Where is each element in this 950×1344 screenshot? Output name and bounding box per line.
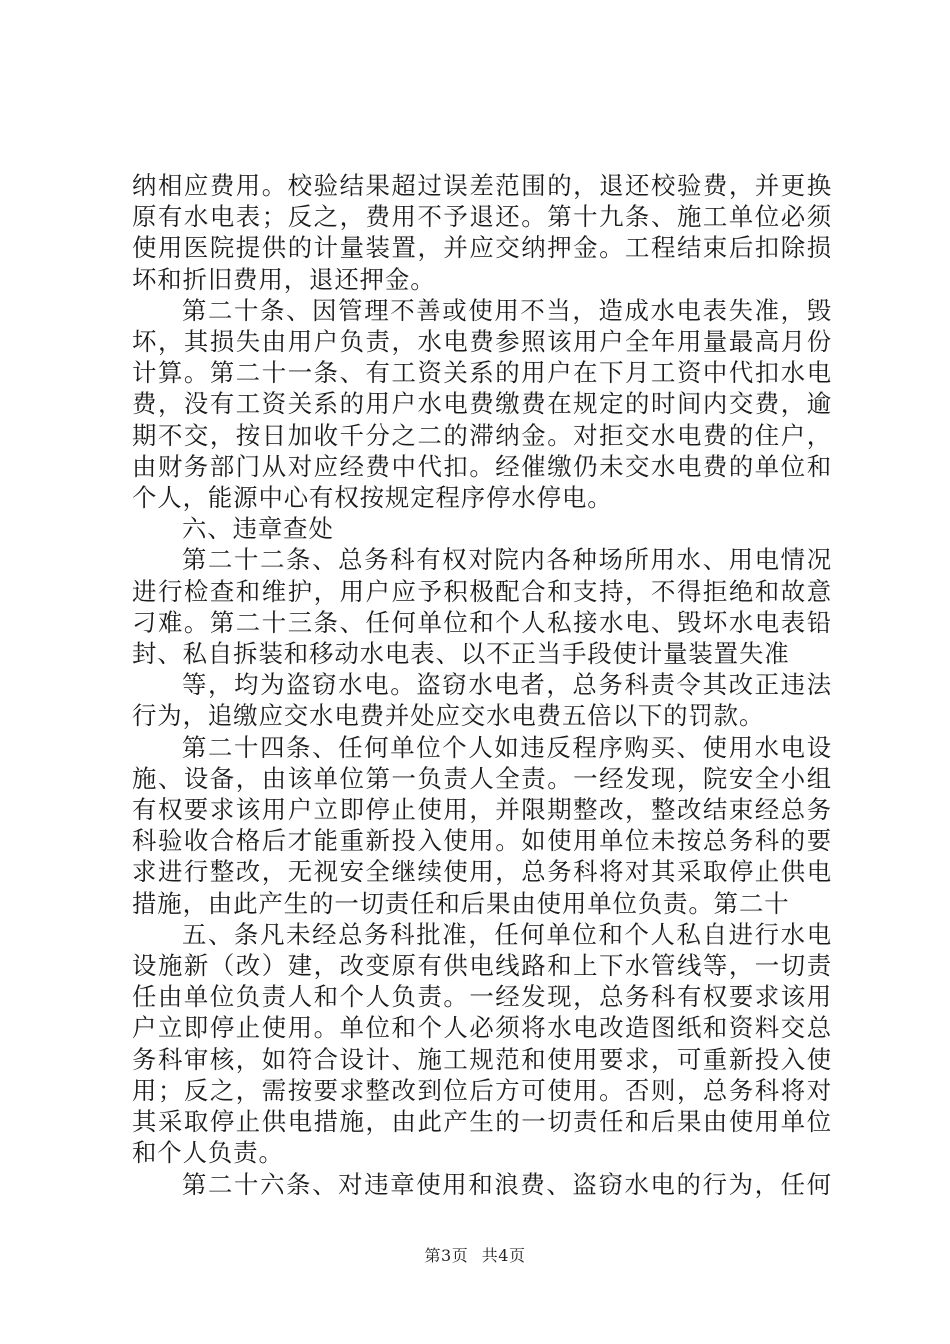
text-line: 使用医院提供的计量装置，并应交纳押金。工程结束后扣除损	[132, 233, 832, 263]
text-line: 计算。第二十一条、有工资关系的用户在下月工资中代扣水电	[132, 358, 832, 388]
text-line: 行为，追缴应交水电费并处应交水电费五倍以下的罚款。	[132, 701, 765, 731]
text-line: 任由单位负责人和个人负责。一经发现，总务科有权要求该用	[132, 982, 832, 1012]
text-line: 期不交，按日加收千分之二的滞纳金。对拒交水电费的住户，	[132, 420, 832, 450]
document-body	[132, 170, 832, 1200]
text-line: 户立即停止使用。单位和个人必须将水电改造图纸和资料交总	[132, 1013, 832, 1043]
section-heading: 六、违章查处	[182, 514, 334, 544]
page-number-current: 第3页	[424, 1246, 469, 1265]
text-line: 封、私自拆装和移动水电表、以不正当手段使计量装置失准	[132, 639, 790, 669]
page-footer	[0, 1243, 950, 1266]
text-line: 第二十二条、总务科有权对院内各种场所用水、用电情况	[182, 545, 832, 575]
text-line: 第二十条、因管理不善或使用不当，造成水电表失准，毁	[182, 295, 832, 325]
text-line: 其采取停止供电措施，由此产生的一切责任和后果由使用单位	[132, 1107, 832, 1137]
text-line: 坏和折旧费用，退还押金。	[132, 264, 436, 294]
text-line: 务科审核，如符合设计、施工规范和使用要求，可重新投入使	[132, 1044, 832, 1074]
text-line: 进行检查和维护，用户应予积极配合和支持，不得拒绝和故意	[132, 576, 832, 606]
text-line: 有权要求该用户立即停止使用，并限期整改，整改结束经总务	[132, 795, 832, 825]
text-line: 科验收合格后才能重新投入使用。如使用单位未按总务科的要	[132, 826, 832, 856]
text-line: 求进行整改，无视安全继续使用，总务科将对其采取停止供电	[132, 857, 832, 887]
text-line: 原有水电表；反之，费用不予退还。第十九条、施工单位必须	[132, 202, 832, 232]
text-line: 个人，能源中心有权按规定程序停水停电。	[132, 483, 613, 513]
text-line: 等，均为盗窃水电。盗窃水电者，总务科责令其改正违法	[182, 670, 832, 700]
page-number-total: 共4页	[481, 1246, 526, 1265]
text-line: 纳相应费用。校验结果超过误差范围的，退还校验费，并更换	[132, 171, 832, 200]
text-line: 坏，其损失由用户负责，水电费参照该用户全年用量最高月份	[132, 327, 832, 357]
text-line: 由财务部门从对应经费中代扣。经催缴仍未交水电费的单位和	[132, 451, 832, 481]
text-line: 五、条凡未经总务科批准，任何单位和个人私自进行水电	[182, 919, 832, 949]
text-line: 第二十六条、对违章使用和浪费、盗窃水电的行为，任何	[182, 1169, 832, 1199]
text-line: 施、设备，由该单位第一负责人全责。一经发现，院安全小组	[132, 763, 832, 793]
text-line: 刁难。第二十三条、任何单位和个人私接水电、毁坏水电表铅	[132, 607, 832, 637]
text-line: 第二十四条、任何单位个人如违反程序购买、使用水电设	[182, 732, 832, 762]
text-line: 费，没有工资关系的用户水电费缴费在规定的时间内交费，逾	[132, 389, 832, 419]
text-line: 用；反之，需按要求整改到位后方可使用。否则，总务科将对	[132, 1075, 832, 1105]
text-line: 设施新（改）建，改变原有供电线路和上下水管线等，一切责	[132, 951, 832, 981]
text-line: 和个人负责。	[132, 1138, 284, 1168]
text-line: 措施，由此产生的一切责任和后果由使用单位负责。第二十	[132, 888, 790, 918]
